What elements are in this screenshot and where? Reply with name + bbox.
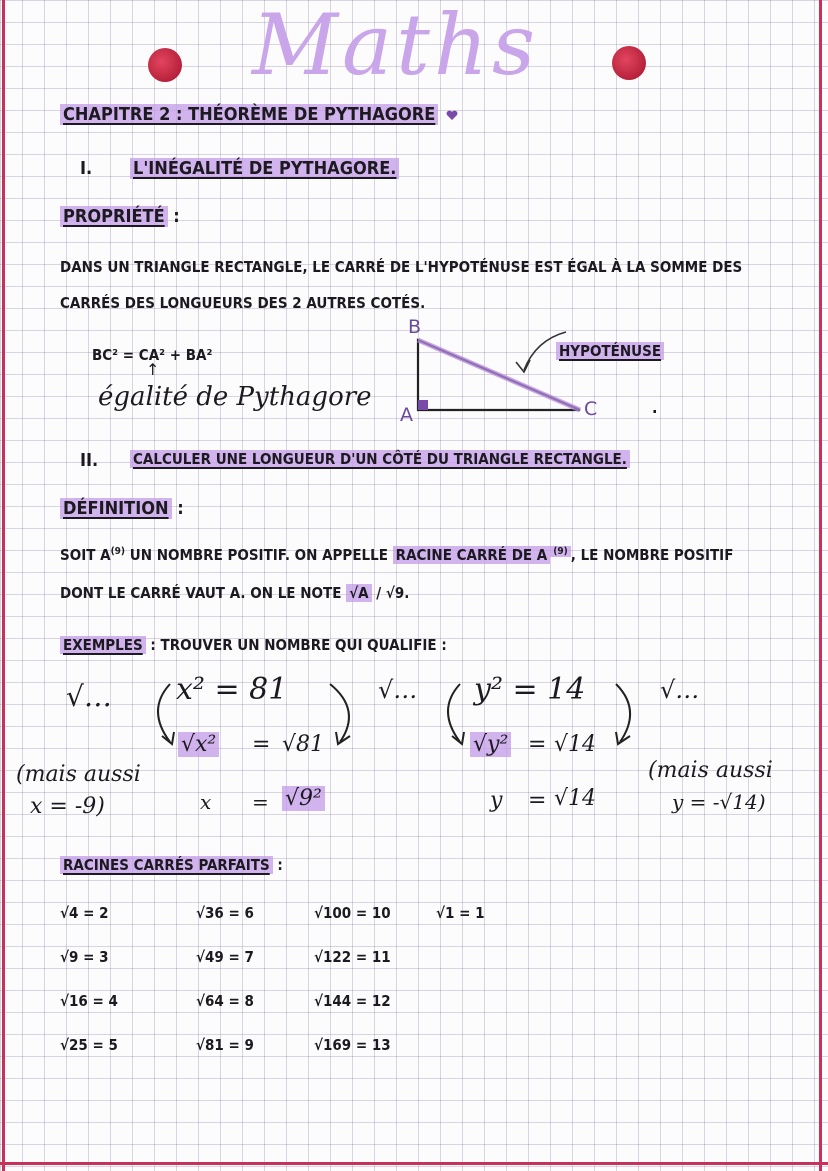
- ex1-sqrt-left: √…: [66, 680, 112, 713]
- square-item: √16 = 4: [60, 992, 118, 1010]
- property-label: PROPRIÉTÉ: [60, 206, 168, 227]
- ex2-sqrt-right: √…: [660, 676, 700, 704]
- section2-number: II.: [80, 450, 99, 471]
- definition-highlight: RACINE CARRÉ DE A: [393, 546, 551, 564]
- ex1-step3-eq: =: [252, 790, 269, 814]
- square-item: √36 = 6: [196, 904, 254, 922]
- definition-heading: DÉFINITION :: [60, 498, 184, 519]
- page-margin-bottom: [0, 1162, 828, 1165]
- ex1-equation: x² = 81: [176, 672, 288, 707]
- right-angle-mark: [418, 400, 428, 410]
- right-triangle-diagram: [396, 320, 656, 430]
- ex2-step3-left: y: [490, 788, 503, 813]
- square-item: √100 = 10: [314, 904, 391, 922]
- property-text-line2: CARRÉS DES LONGUEURS DES 2 AUTRES COTÉS.: [60, 294, 426, 312]
- ex2-step2-eq: =: [528, 732, 547, 757]
- square-item: √81 = 9: [196, 1036, 254, 1054]
- sqrt-notation: √A: [346, 584, 371, 602]
- square-item: √9 = 3: [60, 948, 109, 966]
- formula-note: égalité de Pythagore: [98, 382, 372, 412]
- ex1-note-line2: x = -9): [30, 794, 105, 819]
- trailing-mark: .: [652, 398, 658, 417]
- property-text-line1: DANS UN TRIANGLE RECTANGLE, LE CARRÉ DE L'HYPOTÉNUSE EST ÉGAL À LA SOMME DES: [60, 258, 743, 276]
- ex2-step3-eq: =: [528, 788, 547, 813]
- formula-arrow: ↑: [146, 360, 160, 379]
- page-title: Maths: [252, 0, 540, 94]
- examples-label: EXEMPLES: [60, 636, 146, 654]
- pythagore-formula: BC² = CA² + BA²: [92, 346, 213, 364]
- property-heading: PROPRIÉTÉ :: [60, 206, 180, 227]
- chapter-title: CHAPITRE 2 : THÉORÈME DE PYTHAGORE: [60, 104, 438, 125]
- section-title: L'INÉGALITÉ DE PYTHAGORE.: [130, 158, 399, 179]
- square-item: √49 = 7: [196, 948, 254, 966]
- heart-icon: [446, 110, 458, 121]
- ex2-note-line1: (mais aussi: [648, 758, 773, 783]
- ex1-step2-right: √81: [282, 732, 325, 757]
- definition-line2: DONT LE CARRÉ VAUT A. ON LE NOTE √A / √9.: [60, 584, 410, 602]
- square-item: √25 = 5: [60, 1036, 118, 1054]
- ex2-right-arrow-icon: [616, 684, 630, 742]
- vertex-b-label: B: [408, 316, 422, 338]
- ex1-step3-left: x: [200, 790, 212, 814]
- perfect-squares-label: RACINES CARRÉS PARFAITS: [60, 856, 273, 874]
- ex2-equation: y² = 14: [474, 672, 586, 707]
- vertex-a-label: A: [400, 404, 413, 426]
- square-item: √144 = 12: [314, 992, 391, 1010]
- chapter-heading: [60, 104, 458, 125]
- section2-title: CALCULER UNE LONGUEUR D'UN CÔTÉ DU TRIANGLE RECTANGLE.: [130, 450, 630, 468]
- ex1-right-arrow-icon: [330, 684, 349, 742]
- ex2-step2-right: √14: [554, 732, 597, 757]
- definition-line1: SOIT $A^{(9)}$ UN NOMBRE POSITIF. ON APPELLE RACINE CARRÉ DE A $^{(9)}$ , LE NOMBRE POSITIF: [60, 546, 734, 564]
- square-item: √169 = 13: [314, 1036, 391, 1054]
- ex2-left-arrow-icon: [448, 684, 460, 742]
- square-item: √1 = 1: [436, 904, 485, 922]
- perfect-squares-heading: RACINES CARRÉS PARFAITS :: [60, 856, 283, 874]
- ex1-step2-eq: =: [252, 732, 271, 757]
- ex1-step3-right: √9²: [282, 786, 325, 811]
- ex2-step2-left: √y²: [470, 732, 511, 757]
- ex2-step3-right: √14: [554, 786, 597, 811]
- page-margin-right: [819, 0, 822, 1171]
- square-item: √4 = 2: [60, 904, 109, 922]
- punch-hole-left: [148, 48, 182, 82]
- section-number: I.: [80, 158, 93, 179]
- ex1-sqrt-right: √…: [378, 676, 418, 704]
- examples-heading: EXEMPLES : TROUVER UN NOMBRE QUI QUALIFIE :: [60, 636, 447, 654]
- page-margin-left: [2, 0, 5, 1171]
- ex1-step2-left: √x²: [178, 732, 219, 757]
- definition-label: DÉFINITION: [60, 498, 172, 519]
- punch-hole-right: [612, 46, 646, 80]
- ex2-note-line2: y = -√14): [672, 790, 766, 814]
- vertex-c-label: C: [584, 398, 598, 420]
- square-item: √122 = 11: [314, 948, 391, 966]
- ex1-left-arrow-icon: [158, 684, 170, 742]
- hypotenuse-label: HYPOTÉNUSE: [556, 342, 664, 360]
- square-item: √64 = 8: [196, 992, 254, 1010]
- ex1-note-line1: (mais aussi: [16, 762, 141, 787]
